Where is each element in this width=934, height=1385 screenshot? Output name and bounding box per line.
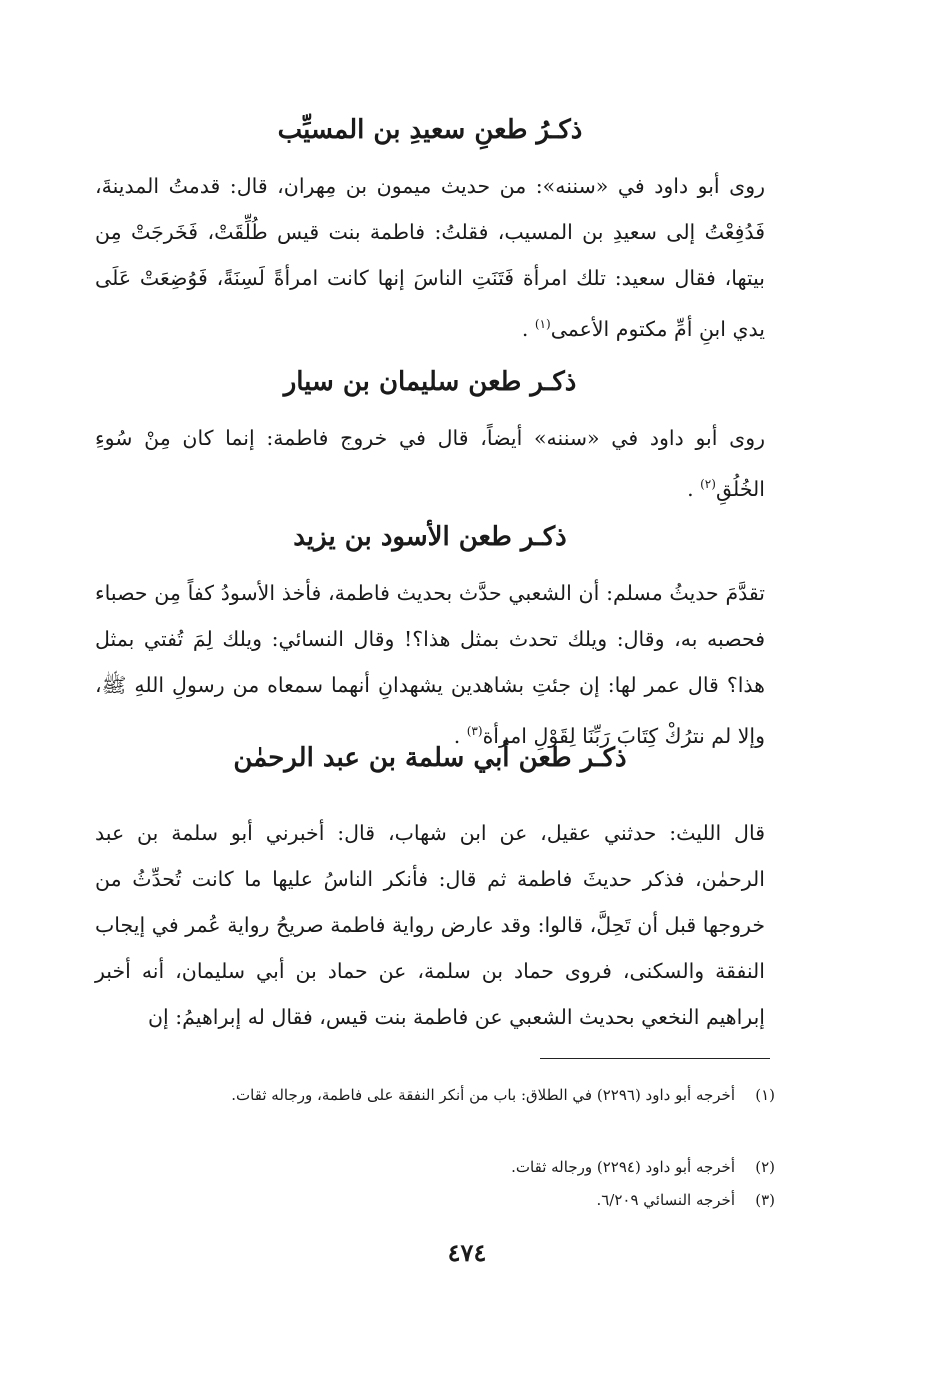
footnote-text: أخرجه أبو داود (٢٢٩٤) ورجاله ثقات. [511,1158,735,1176]
footnote-number: (٢) [755,1158,775,1176]
footnote-separator [540,1058,770,1059]
body-text: تقدَّمَ حديثُ مسلم: أن الشعبي حدَّث بحديث فاطمة، فأخذ الأسودُ كفاً مِن حصباء فحصبه به، وقال: ويلك تحدث بمثل هذا؟! وقال النسائي: ويلك لِمَ تُفتي بمثل هذا؟ قال عمر لها: إن جئتِ بشاهدين يشهدانِ أنهما سمعاه من رسولِ اللهِ ﷺ، وإلا لم نترُكْ كِتَابَ رَبِّنَا لِقَوْلِ امرأة [95,581,765,748]
footnote-number: (١) [755,1086,775,1104]
footnote-ref-1[interactable]: (١) [534,317,551,331]
section-heading-abu-salama: ذكـر طعن أبي سلمة بن عبد الرحمٰن [233,743,627,773]
body-tail: . [453,723,467,748]
footnote-1 [95,1080,775,1110]
body-text: روى أبو داود في «سننه»: من حديث ميمون بن مِهران، قال: قدمتُ المدينةَ، فَدُفِعْتُ إلى سعيدِ بن المسيب، فقلتُ: فاطمة بنت قيس طُلِّقَتْ، فَخَرجَتْ مِن بيتها، فقال سعيد: تلك امرأة فَتَنَتِ الناسَ إنها كانت امرأةً لَسِنَةً، فَوُضِعَتْ عَلَى يدي ابنِ أمِّ مكتوم الأعمى [95,174,765,341]
body-text: قال الليث: حدثني عقيل، عن ابن شهاب، قال: أخبرني أبو سلمة بن عبد الرحمٰن، فذكر حديثَ فاطمة ثم قال: فأنكر الناسُ عليها ما كانت تُحدِّثُ من خروجها قبل أن تَحِلَّ، قالوا: وقد عارض رواية فاطمة صريحُ رواية عُمر في إيجاب النفقة والسكنى، فروى حماد بن سلمة، عن حماد بن أبي سليمان، أنه أخبر إبراهيم النخعي بحديث الشعبي عن فاطمة بنت قيس، فقال له إبراهيمُ: إن [95,821,765,1029]
section-body-abu-salama [95,810,765,1040]
section-heading-aswad: ذكـر طعن الأسود بن يزيد [293,522,567,552]
footnote-ref-2[interactable]: (٢) [700,477,716,491]
section-heading-said: ذكـرُ طعنِ سعيدِ بن المسيِّب [277,115,583,145]
footnote-ref-3[interactable]: (٣) [466,724,483,738]
section-body-said [95,163,765,352]
body-tail: . [521,316,535,341]
footnote-3 [95,1185,775,1215]
footnote-text: أخرجه النسائي ٦/٢٠٩. [596,1191,735,1209]
footnote-number: (٣) [755,1191,775,1209]
footnote-2 [95,1152,775,1182]
body-tail: . [687,476,701,501]
page-number: ٤٧٤ [447,1238,487,1267]
section-body-sulayman [95,415,765,512]
section-heading-sulayman: ذكـر طعن سليمان بن سيار [283,367,577,397]
footnote-text: أخرجه أبو داود (٢٢٩٦) في الطلاق: باب من أنكر النفقة على فاطمة، ورجاله ثقات. [231,1086,735,1104]
section-body-aswad [95,570,765,759]
body-text: روى أبو داود في «سننه» أيضاً، قال في خروج فاطمة: إنما كان مِنْ سُوءِ الخُلُقِ [95,426,765,501]
